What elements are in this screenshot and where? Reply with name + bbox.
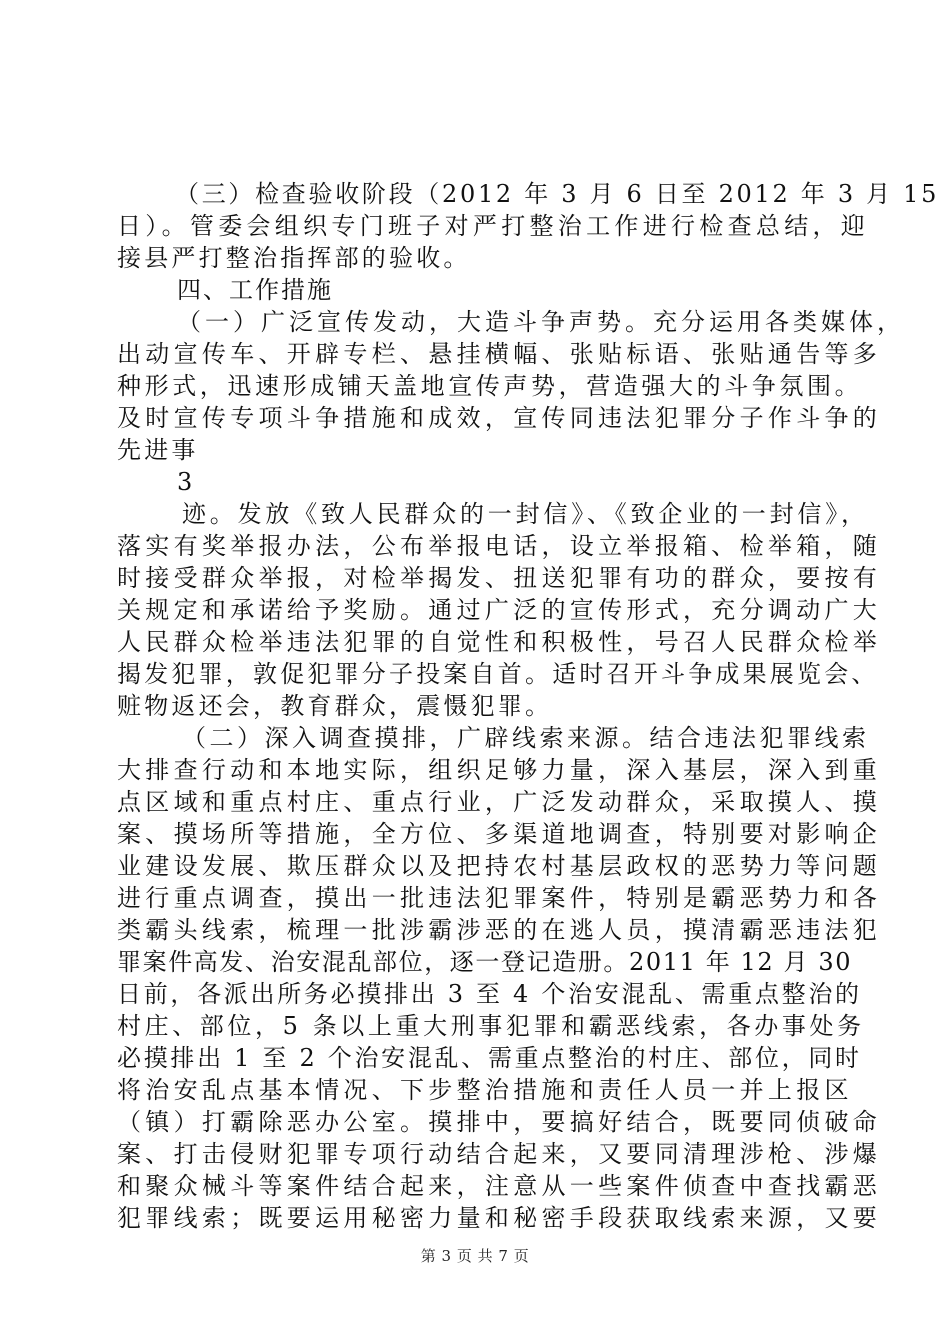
text-line-1: （三）检查验收阶段（2012 年 3 月 6 日至 2012 年 3 月 15	[175, 180, 940, 208]
text-line-17: 赃物返还会，教育群众，震慑犯罪。	[117, 692, 553, 720]
text-line-11: 迹。发放《致人民群众的一封信》、《致企业的一封信》，	[182, 500, 869, 528]
text-line-28: 必摸排出 1 至 2 个治安混乱、需重点整治的村庄、部位，同时	[117, 1044, 862, 1072]
text-line-16: 揭发犯罪，敦促犯罪分子投案自首。适时召开斗争成果展览会、	[117, 660, 879, 688]
text-line-3: 接县严打整治指挥部的验收。	[117, 244, 471, 272]
text-line-27: 村庄、部位，5 条以上重大刑事犯罪和霸恶线索，各办事处务	[117, 1012, 865, 1040]
text-line-5: （一）广泛宣传发动，大造斗争声势。充分运用各类媒体，	[177, 308, 905, 336]
text-line-8: 及时宣传专项斗争措施和成效，宣传同违法犯罪分子作斗争的	[117, 404, 882, 432]
text-line-31: 案、打击侵财犯罪专项行动结合起来，又要同清理涉枪、涉爆	[117, 1140, 882, 1168]
text-line-12: 落实有奖举报办法，公布举报电话，设立举报箱、检举箱，随	[117, 532, 882, 560]
text-line-25: 罪案件高发、治安混乱部位，逐一登记造册。2011 年 12 月 30	[117, 948, 853, 976]
inline-page-number: 3	[177, 468, 196, 496]
text-line-2: 日）。管委会组织专门班子对严打整治工作进行检查总结，迎	[117, 212, 870, 240]
text-line-21: 案、摸场所等措施，全方位、多渠道地调查，特别要对影响企	[117, 820, 882, 848]
text-line-22: 业建设发展、欺压群众以及把持农村基层政权的恶势力等问题	[117, 852, 882, 880]
section-heading: 四、工作措施	[177, 276, 333, 304]
text-line-29: 将治安乱点基本情况、下步整治措施和责任人员一并上报区	[117, 1076, 853, 1104]
page-footer: 第 3 页 共 7 页	[420, 1247, 530, 1265]
text-line-26: 日前，各派出所务必摸排出 3 至 4 个治安混乱、需重点整治的	[117, 980, 862, 1008]
text-line-30: （镇）打霸除恶办公室。摸排中，要搞好结合，既要同侦破命	[117, 1108, 882, 1136]
text-line-7: 种形式，迅速形成铺天盖地宣传声势，营造强大的斗争氛围。	[117, 372, 863, 400]
text-line-6: 出动宣传车、开辟专栏、悬挂横幅、张贴标语、张贴通告等多	[117, 340, 882, 368]
text-line-13: 时接受群众举报，对检举揭发、扭送犯罪有功的群众，要按有	[117, 564, 882, 592]
text-line-9: 先进事	[117, 436, 199, 464]
text-line-14: 关规定和承诺给予奖励。通过广泛的宣传形式，充分调动广大	[117, 596, 882, 624]
text-line-23: 进行重点调查，摸出一批违法犯罪案件，特别是霸恶势力和各	[117, 884, 882, 912]
text-line-19: 大排查行动和本地实际，组织足够力量，深入基层，深入到重	[117, 756, 882, 784]
text-line-15: 人民群众检举违法犯罪的自觉性和积极性，号召人民群众检举	[117, 628, 882, 656]
text-line-20: 点区域和重点村庄、重点行业，广泛发动群众，采取摸人、摸	[117, 788, 882, 816]
text-line-33: 犯罪线索；既要运用秘密力量和秘密手段获取线索来源，又要	[117, 1204, 882, 1232]
text-line-18: （二）深入调查摸排，广辟线索来源。结合违法犯罪线索	[182, 724, 870, 752]
text-line-24: 类霸头线索，梳理一批涉霸涉恶的在逃人员，摸清霸恶违法犯	[117, 916, 882, 944]
text-line-32: 和聚众械斗等案件结合起来，注意从一些案件侦查中查找霸恶	[117, 1172, 882, 1200]
